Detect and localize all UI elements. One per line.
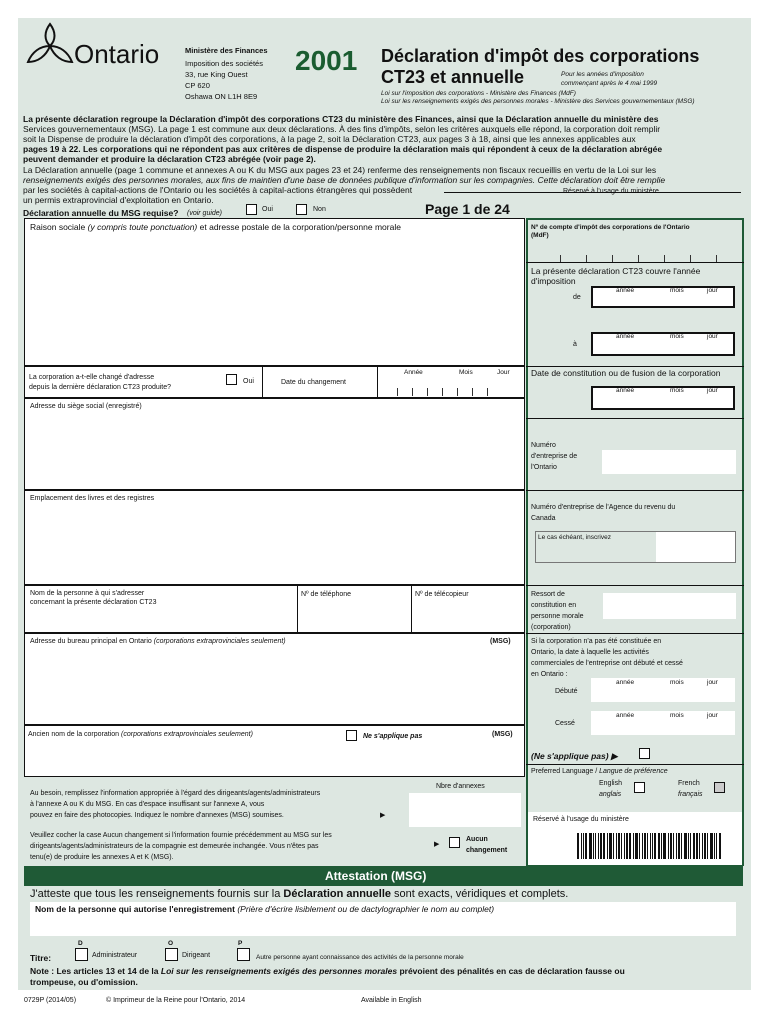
raison-label: Raison sociale (y compris toute ponctuation) et adresse postale de la corporation/personne morale [30, 222, 401, 232]
compte-label-1: Nº de compte d'impôt des corporations de l'Ontario [531, 224, 690, 231]
address-line-2: 33, rue King Ouest [185, 70, 248, 79]
jour-hdr: jour [707, 287, 718, 294]
contact-label-1: Nom de la personne à qui s'adresser [30, 590, 145, 597]
ontario-business-number-input[interactable] [602, 450, 736, 474]
ancien-label: Ancien nom de la corporation (corporations extraprovinciales seulement) [28, 731, 253, 738]
autre-personne-checkbox[interactable] [237, 948, 250, 961]
dirigeant-checkbox[interactable] [165, 948, 178, 961]
aucun-label-1: Aucun [466, 836, 488, 843]
anglais-label: anglais [599, 791, 622, 798]
aucun-line-2: dirigeants/agents/administrateurs de la compagnie est demeurée inchangée. Vous n'êtes pas [30, 843, 319, 850]
date-change-label: Date du changement [281, 379, 346, 386]
reserve-rule [444, 192, 741, 193]
intro-line-6: La Déclaration annuelle (page 1 commune et annexes A ou K du MSG aux pages 23 et 24) renferme des renseignements non fiscaux recueillis en vertu de la Loi sur les [23, 165, 657, 175]
msg-required-label: Déclaration annuelle du MSG requise? [23, 208, 179, 218]
cesse-label: Cessé [555, 720, 575, 727]
form-title-line-1: Déclaration d'impôt des corporations [381, 46, 700, 66]
aucun-line-3: tenu(e) de produire les annexes A et K (MSG). [30, 854, 174, 861]
annexes-line-3: pouvez en faire des photocopies. Indiquez le nombre d'annexes (MSG) soumises. [30, 812, 284, 819]
mois-hdr: mois [670, 287, 684, 294]
mois-hdr: mois [670, 333, 684, 340]
msg-required-oui-checkbox[interactable] [246, 204, 257, 215]
ne-sapplique-label: Ne s'applique pas [363, 733, 423, 740]
mois-hdr: mois [670, 387, 684, 394]
msg-tag-2: (MSG) [492, 731, 513, 738]
ressort-label-3: personne morale [531, 613, 584, 620]
jour-label: Jour [497, 369, 510, 376]
ressort-label-4: (corporation) [531, 624, 571, 631]
arrow-right-icon: ▶ [434, 841, 440, 848]
intro-line-1: La présente déclaration regroupe la Déclaration d'impôt des corporations CT23 du ministère des Finances, ainsi que la Déclaration annuelle du ministère des [23, 114, 659, 124]
couvre-label-2: d'imposition [531, 276, 576, 286]
form-year: 2001 [295, 45, 358, 76]
mois-label: Mois [459, 369, 473, 376]
francais-label: français [678, 791, 703, 798]
siege-label: Adresse du siège social (enregistré) [30, 403, 142, 410]
intro-line-4: pages 19 à 22. Les corporations qui ne répondent pas aux critères de dispense de produire la déclaration mais qui répondent à ceux de la déclaration abrégée [23, 144, 663, 154]
num-ent-label-2: d'entreprise de [531, 453, 578, 460]
jour-hdr: jour [707, 712, 718, 719]
annee-hdr: année [616, 679, 635, 686]
annee-hdr: année [616, 287, 635, 294]
aucun-changement-checkbox[interactable] [449, 837, 460, 848]
page-number: Page 1 de 24 [425, 201, 510, 217]
arc-label-1: Numéro d'entreprise de l'Agence du revenu du [531, 504, 676, 511]
arrow-right-icon: ▶ [380, 812, 386, 819]
english-checkbox[interactable] [634, 782, 645, 793]
copyright: © Imprimeur de la Reine pour l'Ontario, 2014 [106, 997, 246, 1004]
address-line-4: Oshawa ON L1H 8E9 [185, 92, 258, 101]
fax-field[interactable] [411, 585, 412, 633]
compte-label-2: (MdF) [531, 232, 549, 239]
intro-line-2: Services gouvernementaux (MSG). La page 1 est commune aux deux déclarations. À des fins d'impôts, selon les critères auxquels elle répond, la corporation doit remplir [23, 124, 661, 134]
ne-sapplique-checkbox[interactable] [346, 730, 357, 741]
books-location-field[interactable] [24, 490, 525, 585]
ontario-logo-text: Ontario [74, 39, 160, 69]
intro-line-9: un permis extraprovincial d'exploitation en Ontario. [23, 195, 214, 205]
attestation-title: Attestation (MSG) [325, 869, 427, 883]
jour-hdr: jour [707, 333, 718, 340]
arc-label-2: Canada [531, 515, 556, 522]
annee-hdr: année [616, 333, 635, 340]
nonconst-label-4: en Ontario : [531, 671, 568, 678]
annexes-line-2: à l'annexe A ou K du MSG. En cas d'espace insuffisant sur l'annexe A, vous [30, 801, 265, 808]
address-changed-oui-checkbox[interactable] [226, 374, 237, 385]
msg-tag-1: (MSG) [490, 638, 511, 645]
administrateur-checkbox[interactable] [75, 948, 88, 961]
constitution-label: Date de constitution ou de fusion de la corporation [531, 368, 721, 378]
jour-hdr: jour [707, 679, 718, 686]
changed-line-2: depuis la dernière déclaration CT23 produite? [29, 384, 172, 391]
num-ent-label-1: Numéro [531, 442, 556, 449]
cas-label: Le cas échéant, inscrivez [538, 534, 611, 541]
aucun-label-2: changement [466, 847, 508, 854]
de-label: de [573, 294, 581, 301]
annee-label: Année [404, 369, 423, 376]
nonconst-label-3: commerciales de l'entreprise ont débuté et cessé [531, 660, 683, 667]
english-label: English [599, 780, 622, 787]
ressort-label-2: constitution en [531, 602, 577, 609]
nonconst-label-1: Si la corporation n'a pas été constituée en [531, 638, 662, 645]
tel-label: Nº de téléphone [301, 591, 352, 598]
nonconst-label-2: Ontario, la date à laquelle les activités [531, 649, 649, 656]
ministry-name: Ministère des Finances [185, 46, 268, 55]
contact-label-2: concernant la présente déclaration CT23 [30, 599, 157, 606]
note-line-2: trompeuse, ou d'omission. [30, 977, 138, 987]
changed-line-1: La corporation a-t-elle changé d'adresse [29, 374, 155, 381]
nsp-label: (Ne s'applique pas) ▶ [531, 751, 618, 761]
law-line-2: Loi sur les renseignements exigés des personnes morales - Ministère des Services gouvernementaux (MSG) [381, 98, 695, 105]
administrateur-label: Administrateur [92, 952, 138, 959]
intro-line-7: renseignements exigés des personnes morales, aux fins de maintien d'une base de données publique d'information sur les compagnies. Cette déclaration doit être remplie [23, 175, 666, 185]
jour-hdr: jour [707, 387, 718, 394]
date-change-input[interactable] [397, 386, 517, 396]
barcode-image [577, 833, 733, 859]
autre-label: Autre personne ayant connaissance des activités de la personne morale [256, 954, 464, 961]
note-line-1: Note : Les articles 13 et 14 de la Loi sur les renseignements exigés des personnes morales prévoient des pénalités en cas de déclaration fausse ou [30, 966, 625, 976]
intro-line-3: soit la Dispense de produire la déclaration d'impôt des corporations, à la page 2, soit la Déclaration CT23, aux pages 3 à 18, ainsi que les annexes applicables aux [23, 134, 636, 144]
corporate-name-field[interactable] [24, 218, 525, 366]
oui-label: Oui [262, 206, 273, 213]
french-label: French [678, 780, 700, 787]
years-note-2: commençant après le 4 mai 1999 [561, 80, 658, 87]
address-line-3: CP 620 [185, 81, 210, 90]
annee-hdr: année [616, 712, 635, 719]
msg-required-non-checkbox[interactable] [296, 204, 307, 215]
couvre-label-1: La présente déclaration CT23 couvre l'année [531, 266, 701, 276]
mois-hdr: mois [670, 679, 684, 686]
non-label: Non [313, 206, 326, 213]
p-label: P [238, 940, 243, 947]
o-label: O [168, 940, 174, 947]
reserve-label-top: Réservé à l'usage du ministère [563, 188, 659, 195]
nsp-checkbox[interactable] [639, 748, 650, 759]
a-label: à [573, 341, 577, 348]
ministry-use-label: Réservé à l'usage du ministère [533, 816, 629, 823]
french-checkbox[interactable] [714, 782, 725, 793]
phone-field[interactable] [297, 585, 298, 633]
nom-label: Nom de la personne qui autorise l'enregistrement (Prière d'écrire lisiblement ou de dactylographier le nom au complet) [35, 904, 495, 914]
jurisdiction-input[interactable] [603, 593, 736, 619]
available-in-english: Available in English [361, 997, 422, 1004]
pref-language-label: Preferred Language / Langue de préférence [531, 768, 668, 775]
d-label: D [78, 940, 83, 947]
voir-guide-label: (voir guide) [187, 210, 223, 217]
years-note-1: Pour les années d'imposition [561, 71, 644, 78]
fax-label: Nº de télécopieur [415, 591, 469, 598]
bureau-label: Adresse du bureau principal en Ontario (corporations extraprovinciales seulement) [30, 638, 286, 645]
debute-label: Débuté [555, 688, 578, 695]
form-title-line-2: CT23 et annuelle [381, 67, 525, 87]
mois-hdr: mois [670, 712, 684, 719]
trillium-logo-icon [26, 22, 74, 68]
num-ent-label-3: l'Ontario [531, 464, 557, 471]
annexes-line-1: Au besoin, remplissez l'information appropriée à l'égard des dirigeants/agents/administrateurs [30, 790, 321, 797]
aucun-line-1: Veuillez cocher la case Aucun changement si l'information fournie précédemment au MSG sur les [30, 832, 332, 839]
dirigeant-label: Dirigeant [182, 952, 211, 959]
attestation-statement: J'atteste que tous les renseignements fournis sur la Déclaration annuelle sont exacts, véridiques et complets. [30, 888, 569, 900]
ressort-label-1: Ressort de [531, 591, 565, 598]
titre-label: Titre: [30, 953, 52, 963]
nbre-annexes-label: Nbre d'annexes [436, 783, 485, 790]
address-line-1: Imposition des sociétés [185, 59, 263, 68]
annee-hdr: année [616, 387, 635, 394]
changed-oui-label: Oui [243, 378, 254, 385]
intro-line-8: par les sociétés à capital-actions de l'Ontario ou les sociétés à capital-actions étrangères qui possèdent [23, 185, 413, 195]
nbre-annexes-input[interactable] [409, 793, 521, 827]
form-code: 0729P (2014/05) [24, 997, 77, 1004]
livres-label: Emplacement des livres et des registres [30, 495, 155, 502]
intro-line-5: peuvent demander et produire la déclaration CT23 abrégée (voir page 2). [23, 154, 316, 164]
law-line-1: Loi sur l'imposition des corporations - Ministère des Finances (MdF) [381, 90, 576, 97]
